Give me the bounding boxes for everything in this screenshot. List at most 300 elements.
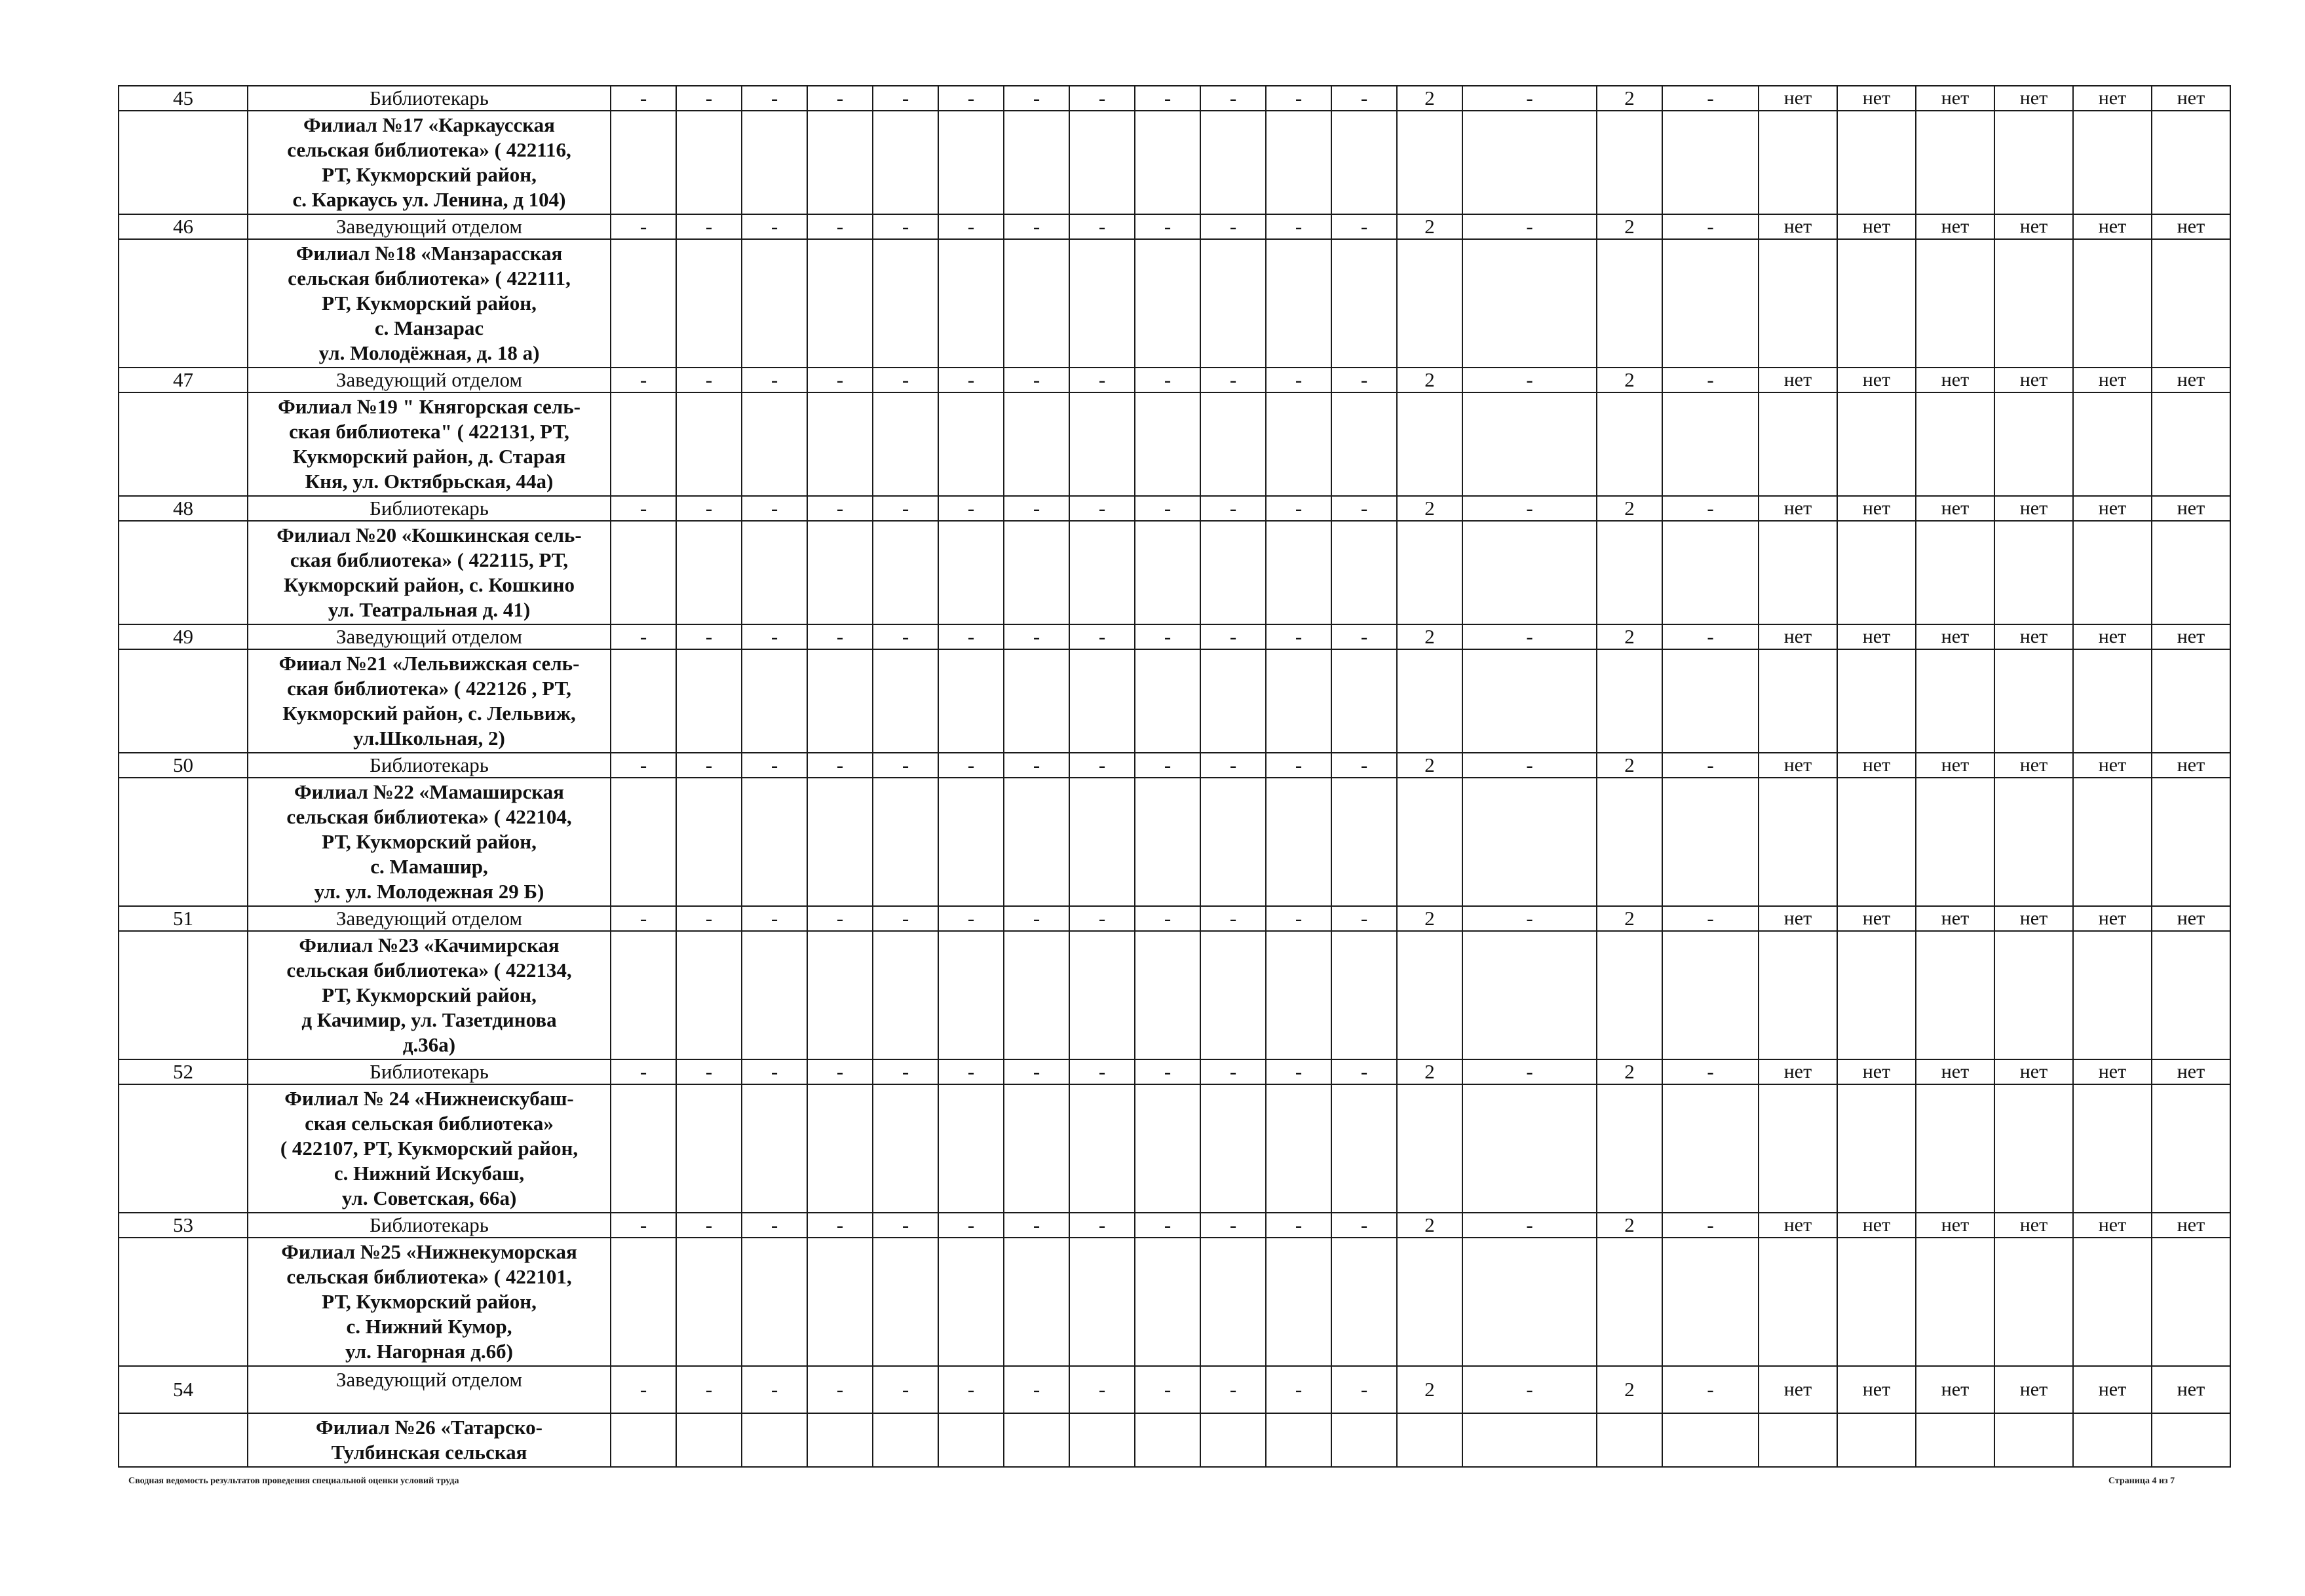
value-cell: - (1004, 496, 1069, 521)
empty-cell (807, 111, 873, 214)
empty-cell (2073, 778, 2152, 906)
empty-cell (2152, 1413, 2230, 1467)
value-cell: нет (2073, 368, 2152, 392)
value-cell: - (1135, 1059, 1200, 1084)
value-cell: нет (2152, 368, 2230, 392)
empty-cell (1266, 239, 1331, 368)
position-title: Библиотекарь (248, 753, 611, 778)
value-cell: 2 (1597, 624, 1662, 649)
value-cell: нет (1916, 624, 1994, 649)
empty-cell (1662, 1084, 1759, 1213)
value-cell: - (1004, 1059, 1069, 1084)
value-cell: нет (1837, 1366, 1916, 1413)
value-cell: нет (1837, 906, 1916, 931)
value-cell: нет (1837, 214, 1916, 239)
empty-cell (1597, 931, 1662, 1059)
empty-cell (1331, 649, 1397, 753)
table-row (119, 1366, 2230, 1413)
value-cell: - (1662, 753, 1759, 778)
empty-cell (873, 521, 938, 624)
branch-name: Филиал №23 «Качимирская сельская библиотека» ( 422134, РТ, Кукморский район, д Качимир, ул. Тазетдинова д.36а) (248, 931, 611, 1059)
empty-cell (1662, 521, 1759, 624)
empty-cell (1837, 521, 1916, 624)
value-cell: нет (2073, 1213, 2152, 1238)
empty-cell (938, 1413, 1004, 1467)
value-cell: - (1200, 1213, 1266, 1238)
position-title: Библиотекарь (248, 496, 611, 521)
value-cell: - (1462, 1213, 1597, 1238)
empty-cell (2152, 239, 2230, 368)
value-cell: 2 (1597, 214, 1662, 239)
empty-cell (873, 392, 938, 496)
value-cell: - (938, 1059, 1004, 1084)
value-cell: - (1462, 368, 1597, 392)
table-row (119, 368, 2230, 392)
value-cell: нет (1837, 624, 1916, 649)
value-cell: - (742, 1366, 807, 1413)
value-cell: - (807, 1059, 873, 1084)
value-cell: нет (1759, 1366, 1837, 1413)
value-cell: - (611, 1213, 676, 1238)
empty-cell (611, 1413, 676, 1467)
empty-cell (611, 931, 676, 1059)
value-cell: - (1266, 753, 1331, 778)
empty-cell (1837, 1413, 1916, 1467)
empty-cell (1462, 649, 1597, 753)
row-number-cell (119, 649, 248, 753)
value-cell: - (742, 1213, 807, 1238)
empty-cell (873, 778, 938, 906)
branch-name: Филиал №25 «Нижнекуморская сельская библиотека» ( 422101, РТ, Кукморский район, с. Нижний Кумор, ул. Нагорная д.6б) (248, 1238, 611, 1366)
empty-cell (1266, 649, 1331, 753)
value-cell: - (611, 753, 676, 778)
value-cell: нет (1837, 86, 1916, 111)
value-cell: - (807, 368, 873, 392)
value-cell: - (1004, 906, 1069, 931)
row-number-cell (119, 111, 248, 214)
value-cell: - (742, 86, 807, 111)
empty-cell (1662, 931, 1759, 1059)
empty-cell (1200, 392, 1266, 496)
value-cell: - (676, 1213, 742, 1238)
value-cell: нет (1916, 906, 1994, 931)
empty-cell (1759, 111, 1837, 214)
empty-cell (1266, 778, 1331, 906)
value-cell: - (1135, 368, 1200, 392)
empty-cell (1994, 239, 2073, 368)
value-cell: нет (2073, 214, 2152, 239)
empty-cell (676, 931, 742, 1059)
empty-cell (1462, 239, 1597, 368)
empty-cell (1135, 931, 1200, 1059)
empty-cell (1331, 1413, 1397, 1467)
footer-document-title: Сводная ведомость результатов проведения специальной оценки условий труда (128, 1476, 459, 1486)
empty-cell (1135, 1413, 1200, 1467)
branch-row (119, 239, 2230, 368)
value-cell: - (1200, 1366, 1266, 1413)
value-cell: - (873, 368, 938, 392)
value-cell: - (1069, 214, 1135, 239)
row-number: 46 (119, 214, 248, 239)
empty-cell (1597, 1084, 1662, 1213)
empty-cell (1200, 1238, 1266, 1366)
value-cell: - (1331, 753, 1397, 778)
empty-cell (1135, 111, 1200, 214)
empty-cell (1837, 239, 1916, 368)
branch-row (119, 649, 2230, 753)
empty-cell (611, 239, 676, 368)
value-cell: - (1331, 906, 1397, 931)
value-cell: - (611, 86, 676, 111)
empty-cell (742, 111, 807, 214)
value-cell: - (1200, 753, 1266, 778)
empty-cell (1994, 521, 2073, 624)
empty-cell (1916, 111, 1994, 214)
value-cell: - (676, 214, 742, 239)
value-cell: - (1331, 214, 1397, 239)
value-cell: - (676, 906, 742, 931)
value-cell: - (1266, 86, 1331, 111)
empty-cell (938, 239, 1004, 368)
empty-cell (1069, 778, 1135, 906)
empty-cell (807, 649, 873, 753)
empty-cell (676, 239, 742, 368)
value-cell: - (1662, 86, 1759, 111)
empty-cell (1462, 1238, 1597, 1366)
value-cell: 2 (1397, 1213, 1462, 1238)
empty-cell (938, 392, 1004, 496)
value-cell: - (938, 368, 1004, 392)
value-cell: нет (1994, 753, 2073, 778)
table-row (119, 753, 2230, 778)
row-number: 54 (119, 1366, 248, 1413)
empty-cell (1004, 1238, 1069, 1366)
value-cell: 2 (1397, 753, 1462, 778)
value-cell: нет (2073, 86, 2152, 111)
value-cell: - (1266, 906, 1331, 931)
empty-cell (1462, 1413, 1597, 1467)
row-number: 45 (119, 86, 248, 111)
value-cell: - (873, 1213, 938, 1238)
value-cell: - (1331, 1366, 1397, 1413)
row-number-cell (119, 778, 248, 906)
empty-cell (1397, 239, 1462, 368)
empty-cell (807, 392, 873, 496)
empty-cell (1597, 521, 1662, 624)
value-cell: - (1004, 624, 1069, 649)
value-cell: - (1200, 496, 1266, 521)
position-title: Заведующий отделом (248, 906, 611, 931)
empty-cell (1397, 778, 1462, 906)
value-cell: нет (2152, 624, 2230, 649)
value-cell: нет (2073, 624, 2152, 649)
empty-cell (1994, 649, 2073, 753)
position-title: Заведующий отделом (248, 214, 611, 239)
empty-cell (1069, 392, 1135, 496)
value-cell: - (1135, 906, 1200, 931)
empty-cell (1004, 1413, 1069, 1467)
value-cell: нет (2073, 753, 2152, 778)
value-cell: - (873, 1059, 938, 1084)
value-cell: - (1069, 1366, 1135, 1413)
empty-cell (873, 111, 938, 214)
value-cell: - (1266, 1366, 1331, 1413)
empty-cell (1331, 931, 1397, 1059)
empty-cell (676, 1413, 742, 1467)
empty-cell (1397, 1084, 1462, 1213)
empty-cell (1837, 931, 1916, 1059)
empty-cell (1266, 931, 1331, 1059)
empty-cell (1200, 1084, 1266, 1213)
empty-cell (1462, 521, 1597, 624)
empty-cell (1994, 778, 2073, 906)
empty-cell (1069, 521, 1135, 624)
empty-cell (807, 1084, 873, 1213)
empty-cell (2152, 778, 2230, 906)
empty-cell (1597, 111, 1662, 214)
value-cell: - (611, 906, 676, 931)
value-cell: - (1662, 1366, 1759, 1413)
empty-cell (1331, 1238, 1397, 1366)
empty-cell (873, 1238, 938, 1366)
row-number-cell (119, 1084, 248, 1213)
empty-cell (1916, 649, 1994, 753)
value-cell: нет (2152, 496, 2230, 521)
empty-cell (1837, 1238, 1916, 1366)
empty-cell (1331, 392, 1397, 496)
value-cell: - (1462, 496, 1597, 521)
value-cell: 2 (1397, 1366, 1462, 1413)
row-number: 48 (119, 496, 248, 521)
value-cell: нет (1759, 368, 1837, 392)
value-cell: - (873, 214, 938, 239)
empty-cell (611, 521, 676, 624)
empty-cell (1662, 1413, 1759, 1467)
empty-cell (2152, 931, 2230, 1059)
row-number-cell (119, 521, 248, 624)
empty-cell (2073, 649, 2152, 753)
empty-cell (1759, 931, 1837, 1059)
value-cell: - (938, 906, 1004, 931)
empty-cell (742, 521, 807, 624)
table-row (119, 1059, 2230, 1084)
empty-cell (2073, 1084, 2152, 1213)
empty-cell (938, 649, 1004, 753)
value-cell: 2 (1397, 624, 1462, 649)
value-cell: нет (2152, 753, 2230, 778)
value-cell: - (1069, 496, 1135, 521)
empty-cell (1004, 111, 1069, 214)
value-cell: - (807, 1213, 873, 1238)
empty-cell (1200, 111, 1266, 214)
empty-cell (611, 649, 676, 753)
table-row (119, 214, 2230, 239)
value-cell: - (1069, 1213, 1135, 1238)
empty-cell (807, 778, 873, 906)
empty-cell (1200, 778, 1266, 906)
results-table (118, 85, 2231, 1468)
empty-cell (873, 931, 938, 1059)
empty-cell (1662, 392, 1759, 496)
branch-row (119, 778, 2230, 906)
empty-cell (742, 1084, 807, 1213)
empty-cell (742, 778, 807, 906)
value-cell: нет (1916, 86, 1994, 111)
value-cell: нет (1759, 496, 1837, 521)
empty-cell (1597, 649, 1662, 753)
empty-cell (1200, 931, 1266, 1059)
value-cell: нет (1916, 368, 1994, 392)
branch-row (119, 1413, 2230, 1467)
value-cell: - (742, 906, 807, 931)
empty-cell (1004, 931, 1069, 1059)
empty-cell (1759, 778, 1837, 906)
value-cell: - (611, 1059, 676, 1084)
table-row (119, 624, 2230, 649)
value-cell: нет (2152, 214, 2230, 239)
value-cell: - (1266, 1059, 1331, 1084)
empty-cell (1069, 931, 1135, 1059)
empty-cell (1462, 111, 1597, 214)
branch-name: Филиал №17 «Каркаусская сельская библиотека» ( 422116, РТ, Кукморский район, с. Каркаусь ул. Ленина, д 104) (248, 111, 611, 214)
value-cell: - (611, 496, 676, 521)
empty-cell (1004, 521, 1069, 624)
value-cell: - (1462, 624, 1597, 649)
value-cell: - (1004, 368, 1069, 392)
empty-cell (1331, 111, 1397, 214)
empty-cell (676, 521, 742, 624)
value-cell: 2 (1397, 214, 1462, 239)
empty-cell (1004, 1084, 1069, 1213)
value-cell: - (938, 1366, 1004, 1413)
value-cell: - (873, 906, 938, 931)
value-cell: нет (1994, 496, 2073, 521)
value-cell: - (1331, 1059, 1397, 1084)
value-cell: нет (1759, 624, 1837, 649)
value-cell: 2 (1597, 368, 1662, 392)
row-number: 47 (119, 368, 248, 392)
empty-cell (1597, 1413, 1662, 1467)
value-cell: - (676, 496, 742, 521)
value-cell: нет (1916, 1213, 1994, 1238)
value-cell: - (676, 624, 742, 649)
empty-cell (1662, 649, 1759, 753)
empty-cell (676, 111, 742, 214)
empty-cell (1331, 521, 1397, 624)
value-cell: - (742, 496, 807, 521)
value-cell: - (873, 496, 938, 521)
value-cell: 2 (1397, 86, 1462, 111)
table-row (119, 1213, 2230, 1238)
value-cell: 2 (1397, 368, 1462, 392)
value-cell: - (807, 214, 873, 239)
value-cell: - (611, 624, 676, 649)
empty-cell (1916, 239, 1994, 368)
value-cell: - (1069, 624, 1135, 649)
value-cell: - (1662, 496, 1759, 521)
empty-cell (1266, 1413, 1331, 1467)
value-cell: 2 (1597, 1213, 1662, 1238)
empty-cell (742, 239, 807, 368)
empty-cell (1662, 1238, 1759, 1366)
empty-cell (1837, 392, 1916, 496)
value-cell: - (676, 1059, 742, 1084)
empty-cell (938, 778, 1004, 906)
value-cell: - (1462, 1366, 1597, 1413)
empty-cell (1462, 392, 1597, 496)
empty-cell (1759, 521, 1837, 624)
empty-cell (1462, 778, 1597, 906)
empty-cell (1200, 649, 1266, 753)
empty-cell (1837, 111, 1916, 214)
value-cell: - (1135, 624, 1200, 649)
empty-cell (1135, 239, 1200, 368)
value-cell: - (807, 496, 873, 521)
empty-cell (873, 649, 938, 753)
value-cell: - (1069, 1059, 1135, 1084)
empty-cell (1135, 1084, 1200, 1213)
empty-cell (1994, 392, 2073, 496)
empty-cell (938, 111, 1004, 214)
value-cell: - (611, 368, 676, 392)
value-cell: - (1200, 624, 1266, 649)
empty-cell (676, 1238, 742, 1366)
empty-cell (807, 931, 873, 1059)
value-cell: 2 (1597, 496, 1662, 521)
value-cell: - (1200, 1059, 1266, 1084)
row-number: 49 (119, 624, 248, 649)
value-cell: - (1200, 214, 1266, 239)
position-title: Библиотекарь (248, 1213, 611, 1238)
empty-cell (807, 239, 873, 368)
empty-cell (1662, 111, 1759, 214)
value-cell: - (1462, 214, 1597, 239)
empty-cell (807, 1238, 873, 1366)
empty-cell (1004, 778, 1069, 906)
empty-cell (1662, 778, 1759, 906)
value-cell: 2 (1397, 496, 1462, 521)
value-cell: нет (1916, 214, 1994, 239)
empty-cell (873, 239, 938, 368)
empty-cell (2073, 239, 2152, 368)
value-cell: нет (1916, 496, 1994, 521)
position-title: Заведующий отделом (248, 368, 611, 392)
empty-cell (1069, 111, 1135, 214)
value-cell: нет (1837, 496, 1916, 521)
value-cell: - (873, 86, 938, 111)
value-cell: - (1462, 906, 1597, 931)
empty-cell (938, 1084, 1004, 1213)
branch-name: Филиал № 24 «Нижнеискубаш- ская сельская библиотека» ( 422107, РТ, Кукморский район, с. Нижний Искубаш, ул. Советская, 66а) (248, 1084, 611, 1213)
empty-cell (1916, 521, 1994, 624)
branch-name: Филиал №18 «Манзарасская сельская библиотека» ( 422111, РТ, Кукморский район, с. Манзарас ул. Молодёжная, д. 18 а) (248, 239, 611, 368)
value-cell: - (1462, 86, 1597, 111)
value-cell: - (611, 1366, 676, 1413)
empty-cell (1004, 239, 1069, 368)
value-cell: - (1200, 906, 1266, 931)
empty-cell (1397, 521, 1462, 624)
empty-cell (1916, 1238, 1994, 1366)
empty-cell (676, 778, 742, 906)
value-cell: нет (1994, 1366, 2073, 1413)
value-cell: 2 (1597, 86, 1662, 111)
empty-cell (2152, 1238, 2230, 1366)
position-title: Заведующий отделом (248, 624, 611, 649)
empty-cell (873, 1413, 938, 1467)
empty-cell (1266, 1238, 1331, 1366)
value-cell: нет (1837, 753, 1916, 778)
empty-cell (1004, 392, 1069, 496)
